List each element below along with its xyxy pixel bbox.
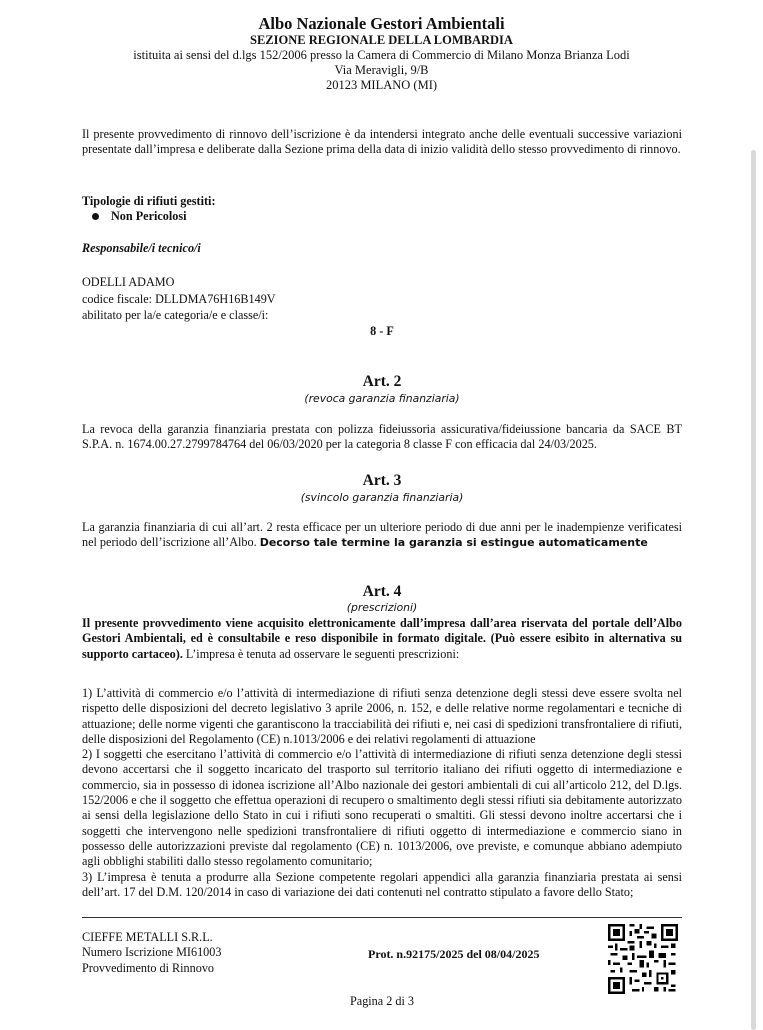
art2-title: Art. 2 — [362, 373, 402, 390]
waste-type-item — [82, 209, 682, 224]
tech-name: ODELLI ADAMO — [82, 275, 175, 289]
document-header — [0, 14, 763, 93]
scrollbar[interactable] — [751, 150, 756, 1030]
art4-prescriptions-list — [82, 686, 682, 900]
art2-text: La revoca della garanzia finanziaria prestata con polizza fideiussoria assicurativa/fideiussione bancaria da SACE BT S.P.A. n. 1674.00.27.2799784764 del 06/03/2020 per la categoria 8 classe F con efficacia dal 24/03/2025. — [82, 422, 682, 452]
art3-subtitle: (svincolo garanzia finanziaria) — [300, 491, 464, 504]
art3-text-body: La garanzia finanziaria di cui all’art. 2 resta efficace per un ulteriore periodo di due anni per le inadempienze verificatesi nel periodo dell’iscrizione all’Albo. — [82, 520, 682, 550]
prescription-item-3: 3) L’impresa è tenuta a produrre alla Sezione competente regolari appendici alla garanzia finanziaria prestata ai sensi dell’art. 17 del D.M. 120/2014 in caso di variazione dei dati contenuti nel contratto stipulato a favore dello Stato; — [82, 869, 682, 899]
tech-category: 8 - F — [370, 324, 394, 338]
art4-intro-text: L’impresa è tenuta ad osservare le seguenti prescrizioni: — [185, 646, 460, 661]
page-number: Pagina 2 di 3 — [350, 994, 414, 1008]
waste-type-text: Non Pericolosi — [111, 209, 187, 223]
footer-provision: Provvedimento di Rinnovo — [82, 960, 215, 975]
tech-responsible-label: Responsabile/i tecnico/i — [82, 241, 201, 255]
footer-protocol: Prot. n.92175/2025 del 08/04/2025 — [368, 947, 540, 961]
art4-intro — [82, 616, 682, 662]
header-title: Albo Nazionale Gestori Ambientali — [258, 14, 505, 33]
waste-types-label: Tipologie di rifiuti gestiti: — [82, 194, 216, 208]
art4-intro-bold: Il presente provvedimento viene acquisito elettronicamente dall’impresa dall’area riservata del portale dell’Albo Gestori Ambientali, ed è consultabile e reso disponibile in formato digitale. (Può essere esibito in alternativa su supporto cartaceo). — [82, 616, 682, 661]
header-line-3: 20123 MILANO (MI) — [325, 78, 438, 92]
bullet-icon — [92, 213, 99, 220]
prescription-item-1: 1) L’attività di commercio e/o l’attività di intermediazione di rifiuti senza detenzione degli stessi deve essere svolta nel rispetto delle disposizioni del decreto legislativo 3 aprile 2006, n. 152, e delle relative norme regolamentari e tecniche di attuazione; delle norme vigenti che garantiscono la tracciabilità dei rifiuti e, nei casi di spedizioni transfrontaliere di rifiuti, delle disposizioni del Regolamento (CE) n.1013/2006 e dei relativi regolamenti di attuazione — [82, 686, 682, 746]
art2-subtitle: (revoca garanzia finanziaria) — [304, 392, 460, 405]
art3-text-bold: Decorso tale termine la garanzia si estingue automaticamente — [259, 536, 648, 550]
tech-qualification: abilitato per la/e categoria/e e classe/i: — [82, 308, 269, 322]
footer-left — [82, 930, 342, 976]
art3-text — [82, 520, 682, 551]
tech-fiscal-code: codice fiscale: DLLDMA76H16B149V — [82, 292, 276, 306]
intro-paragraph: Il presente provvedimento di rinnovo dell’iscrizione è da intendersi integrato anche delle eventuali successive variazioni presentate dall’impresa e deliberate dalla Sezione prima della data di inizio validità dello stesso provvedimento di rinnovo. — [82, 127, 682, 157]
header-line-2: Via Meravigli, 9/B — [334, 63, 429, 77]
art4-title: Art. 4 — [362, 583, 402, 600]
header-line-1: istituita ai sensi del d.lgs 152/2006 presso la Camera di Commercio di Milano Monza Brianza Lodi — [133, 48, 630, 62]
prescription-item-2: 2) I soggetti che esercitano l’attività di commercio e/o l’attività di intermediazione di rifiuti senza detenzione degli stessi devono accertarsi che il soggetto incaricato del trasporto sul territorio italiano dei rifiuti oggetto di intermediazione e commercio, sia in possesso di idonea iscrizione all’Albo nazionale dei gestori ambientali di cui all’articolo 212, del D.lgs. 152/2006 e che il soggetto che effettua operazioni di recupero o smaltimento degli stessi rifiuti sia debitamente autorizzato ai sensi della legislazione dello Stato in cui i rifiuti sono recuperati o smaltiti. Gli stessi devono inoltre accertarsi che i soggetti che intervengono nelle spedizioni transfrontaliere di rifiuti oggetto di intermediazione e commercio siano in possesso delle autorizzazioni previste dal regolamento (CE) n. 1013/2006, ove previste, e comunque abbiano adempiuto agli obblighi stabiliti dallo stesso regolamento comunitario; — [82, 747, 682, 869]
art3-title: Art. 3 — [362, 472, 402, 489]
footer-company: CIEFFE METALLI S.R.L. — [82, 930, 213, 944]
header-section: SEZIONE REGIONALE DELLA LOMBARDIA — [250, 33, 513, 47]
footer-divider — [82, 917, 682, 918]
footer-registration-number: Numero Iscrizione MI61003 — [82, 945, 222, 960]
qr-code-icon — [608, 924, 678, 994]
art4-subtitle: (prescrizioni) — [346, 601, 418, 614]
